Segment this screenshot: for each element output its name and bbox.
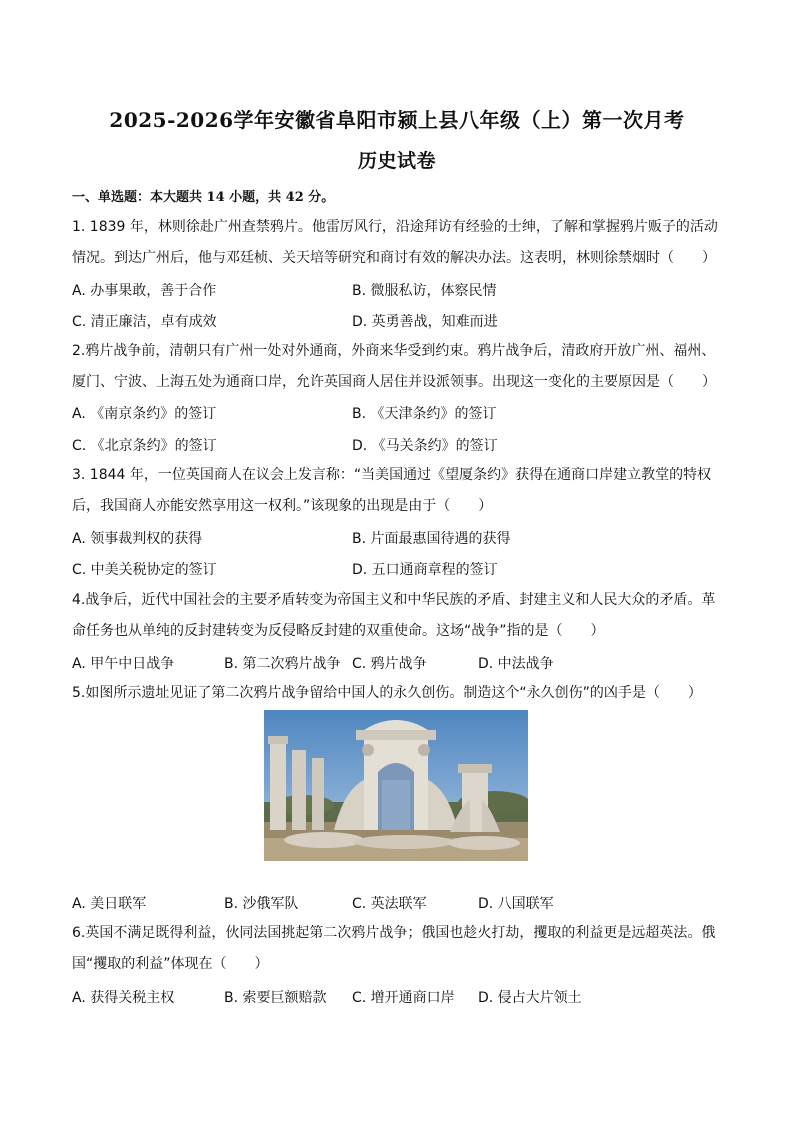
section-heading: 一、单选题：本大题共 14 小题，共 42 分。 [72,190,335,205]
q2-option-c[interactable]: C. 《北京条约》的签订 [72,438,217,454]
question-2-stem: 2.鸦片战争前，清朝只有广州一处对外通商，外商来华受到约束。鸦片战争后，清政府开放广州、福州、厦门、宁波、上海五处为通商口岸，允许英国商人居住并设派领事。出现这一变化的主要原因是（ ） [72,343,716,390]
question-1-stem: 1. 1839 年，林则徐赴广州查禁鸦片。他雷厉风行，沿途拜访有经验的士绅，了解和掌握鸦片贩子的活动情况。到达广州后，他与邓廷桢、关天培等研究和商讨有效的解决办法。这表明，林则徐禁烟时（ ） [72,219,718,266]
exam-title: 2025-2026学年安徽省阜阳市颍上县八年级（上）第一次月考 [109,108,685,132]
q6-option-a[interactable]: A. 获得关税主权 [72,990,175,1006]
question-5-stem: 5.如图所示遗址见证了第二次鸦片战争留给中国人的永久创伤。制造这个“永久创伤”的凶手是（ ） [72,685,702,701]
q3-option-d[interactable]: D. 五口通商章程的签订 [352,562,498,578]
q1-option-a[interactable]: A. 办事果敢，善于合作 [72,283,217,299]
q3-option-b[interactable]: B. 片面最惠国待遇的获得 [352,531,511,547]
q6-option-b[interactable]: B. 索要巨额赔款 [224,990,327,1006]
q2-option-a[interactable]: A. 《南京条约》的签订 [72,406,217,422]
q2-option-d[interactable]: D. 《马关条约》的签订 [352,438,498,454]
q5-option-d[interactable]: D. 八国联军 [478,896,554,912]
q1-option-b[interactable]: B. 微服私访，体察民情 [352,283,497,299]
ruins-photo [264,710,528,861]
q3-option-c[interactable]: C. 中美关税协定的签订 [72,562,217,578]
q5-option-c[interactable]: C. 英法联军 [352,896,427,912]
q1-option-c[interactable]: C. 清正廉洁，卓有成效 [72,314,217,330]
q4-option-c[interactable]: C. 鸦片战争 [352,656,427,672]
q4-option-b[interactable]: B. 第二次鸦片战争 [224,656,341,672]
q3-option-a[interactable]: A. 领事裁判权的获得 [72,531,203,547]
q5-option-a[interactable]: A. 美日联军 [72,896,147,912]
q2-option-b[interactable]: B. 《天津条约》的签订 [352,406,497,422]
exam-subject: 历史试卷 [357,150,436,172]
q6-option-c[interactable]: C. 增开通商口岸 [352,990,455,1006]
q6-option-d[interactable]: D. 侵占大片领土 [478,990,582,1006]
q1-option-d[interactable]: D. 英勇善战，知难而进 [352,314,498,330]
q5-option-b[interactable]: B. 沙俄军队 [224,896,299,912]
ruins-illustration [264,710,528,861]
question-6-stem: 6.英国不满足既得利益，伙同法国挑起第二次鸦片战争；俄国也趁火打劫，攫取的利益更是远超英法。俄国“攫取的利益”体现在（ ） [72,925,716,972]
question-4-stem: 4.战争后，近代中国社会的主要矛盾转变为帝国主义和中华民族的矛盾、封建主义和人民大众的矛盾。革命任务也从单纯的反封建转变为反侵略反封建的双重使命。这场“战争”指的是（ ） [72,592,716,639]
q4-option-a[interactable]: A. 甲午中日战争 [72,656,175,672]
q4-option-d[interactable]: D. 中法战争 [478,656,554,672]
question-3-stem: 3. 1844 年，一位英国商人在议会上发言称：“当美国通过《望厦条约》获得在通商口岸建立教堂的特权后，我国商人亦能安然享用这一权利。”该现象的出现是由于（ ） [72,467,712,514]
